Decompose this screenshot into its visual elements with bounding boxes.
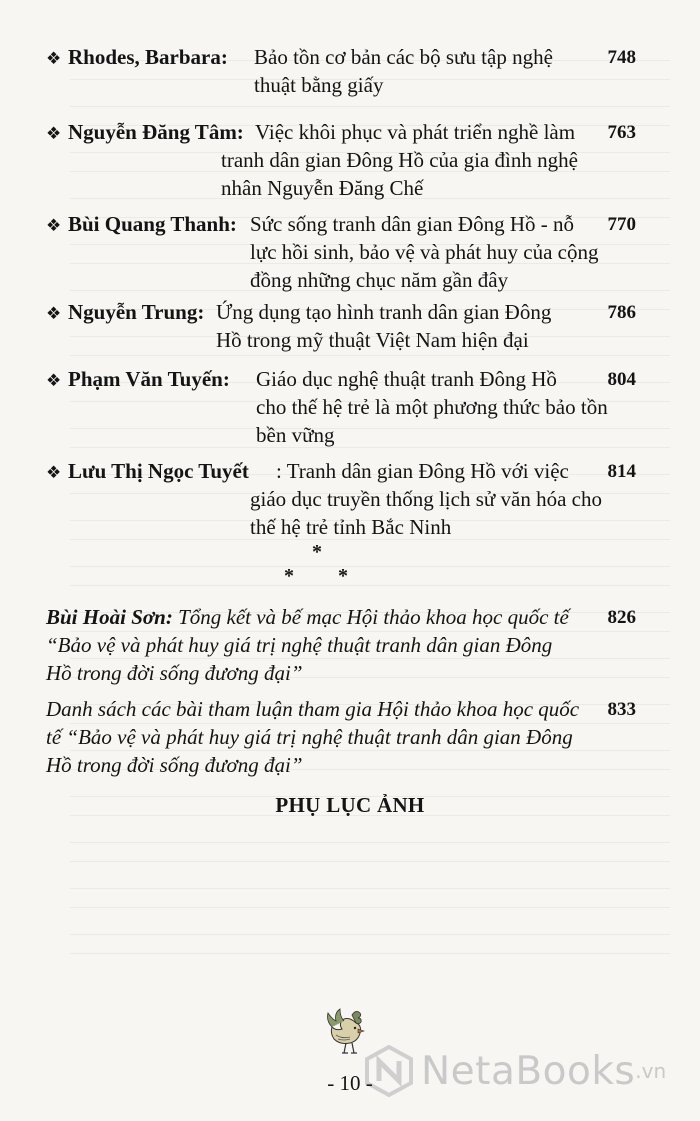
toc-entry [46, 44, 646, 104]
entry-title-line: giáo dục truyền thống lịch sử văn hóa cho [250, 487, 602, 511]
entry-title-line: Giáo dục nghệ thuật tranh Đông Hồ [256, 367, 557, 391]
watermark-brand: NetaBooks [421, 1048, 636, 1094]
bullet-icon: ❖ [46, 463, 62, 482]
watermark-suffix: .vn [635, 1059, 667, 1083]
entry-title-line: nhân Nguyễn Đăng Chế [221, 176, 424, 200]
appendix-heading: PHỤ LỤC ẢNH [275, 793, 425, 817]
entry-page-number: 826 [607, 607, 636, 628]
entry-title-line: Việc khôi phục và phát triển nghề làm [255, 120, 576, 144]
entry-page-number: 833 [607, 699, 636, 720]
entry-title-line: Hồ trong mỹ thuật Việt Nam hiện đại [216, 328, 529, 352]
toc-entry [46, 119, 646, 207]
closing-entry [46, 696, 646, 784]
entry-title-line: đồng những chục năm gần đây [250, 268, 509, 292]
entry-page-number: 786 [607, 302, 636, 323]
entry-title-line: lực hồi sinh, bảo vệ và phát huy của cộng [250, 240, 599, 264]
separator-star: * [338, 565, 348, 587]
bullet-icon: ❖ [46, 304, 62, 323]
entry-title-line: Sức sống tranh dân gian Đông Hồ - nỗ [250, 212, 575, 236]
toc-entry [46, 458, 646, 546]
entry-title-line: tế “Bảo vệ và phát huy giá trị nghệ thuật tranh dân gian Đông [46, 725, 573, 749]
bullet-icon: ❖ [46, 371, 62, 390]
entry-page-number: 770 [607, 214, 636, 235]
entry-page-number: 814 [607, 461, 636, 482]
separator-star: * [284, 565, 294, 587]
entry-author: Nguyễn Trung: [68, 300, 205, 324]
entry-title-line: “Bảo vệ và phát huy giá trị nghệ thuật tranh dân gian Đông [46, 633, 553, 657]
entry-title-line: thuật bằng giấy [254, 73, 384, 97]
entry-title-line: tranh dân gian Đông Hồ của gia đình nghệ [221, 148, 578, 172]
entry-page-number: 763 [607, 122, 636, 143]
entry-author: Rhodes, Barbara: [68, 45, 228, 69]
entry-author: Phạm Văn Tuyến: [68, 367, 230, 391]
closing-entry [46, 604, 646, 692]
bullet-icon: ❖ [46, 124, 62, 143]
entry-author: Bùi Hoài Sơn: [46, 605, 173, 629]
entry-title-line: thế hệ trẻ tỉnh Bắc Ninh [250, 515, 452, 539]
bullet-icon: ❖ [46, 216, 62, 235]
separator-star: * [312, 541, 322, 563]
entry-title-line: Hồ trong đời sống đương đại” [46, 661, 303, 685]
entry-page-number: 804 [607, 369, 636, 390]
entry-title-line: cho thế hệ trẻ là một phương thức bảo tồn [256, 395, 608, 419]
bullet-icon: ❖ [46, 49, 62, 68]
page-number: - 10 - [327, 1071, 373, 1095]
toc-entry [46, 211, 646, 299]
entry-title-line: bền vững [256, 423, 335, 447]
entry-title-line: Tổng kết và bế mạc Hội thảo khoa học quốc tế [178, 605, 569, 629]
entry-page-number: 748 [607, 47, 636, 68]
entry-author: Nguyễn Đăng Tâm: [68, 120, 244, 144]
entry-title-line: Hồ trong đời sống đương đại” [46, 753, 303, 777]
entry-author: Lưu Thị Ngọc Tuyết [68, 459, 249, 483]
entry-title-line: Bảo tồn cơ bản các bộ sưu tập nghệ [254, 45, 553, 69]
toc-entry [46, 366, 646, 454]
entry-title-line: Ứng dụng tạo hình tranh dân gian Đông [216, 300, 552, 324]
entry-title-line: : Tranh dân gian Đông Hồ với việc [276, 459, 569, 483]
entry-author: Bùi Quang Thanh: [68, 212, 237, 236]
entry-title-line: Danh sách các bài tham luận tham gia Hội thảo khoa học quốc [46, 697, 580, 721]
toc-entry [46, 299, 646, 359]
